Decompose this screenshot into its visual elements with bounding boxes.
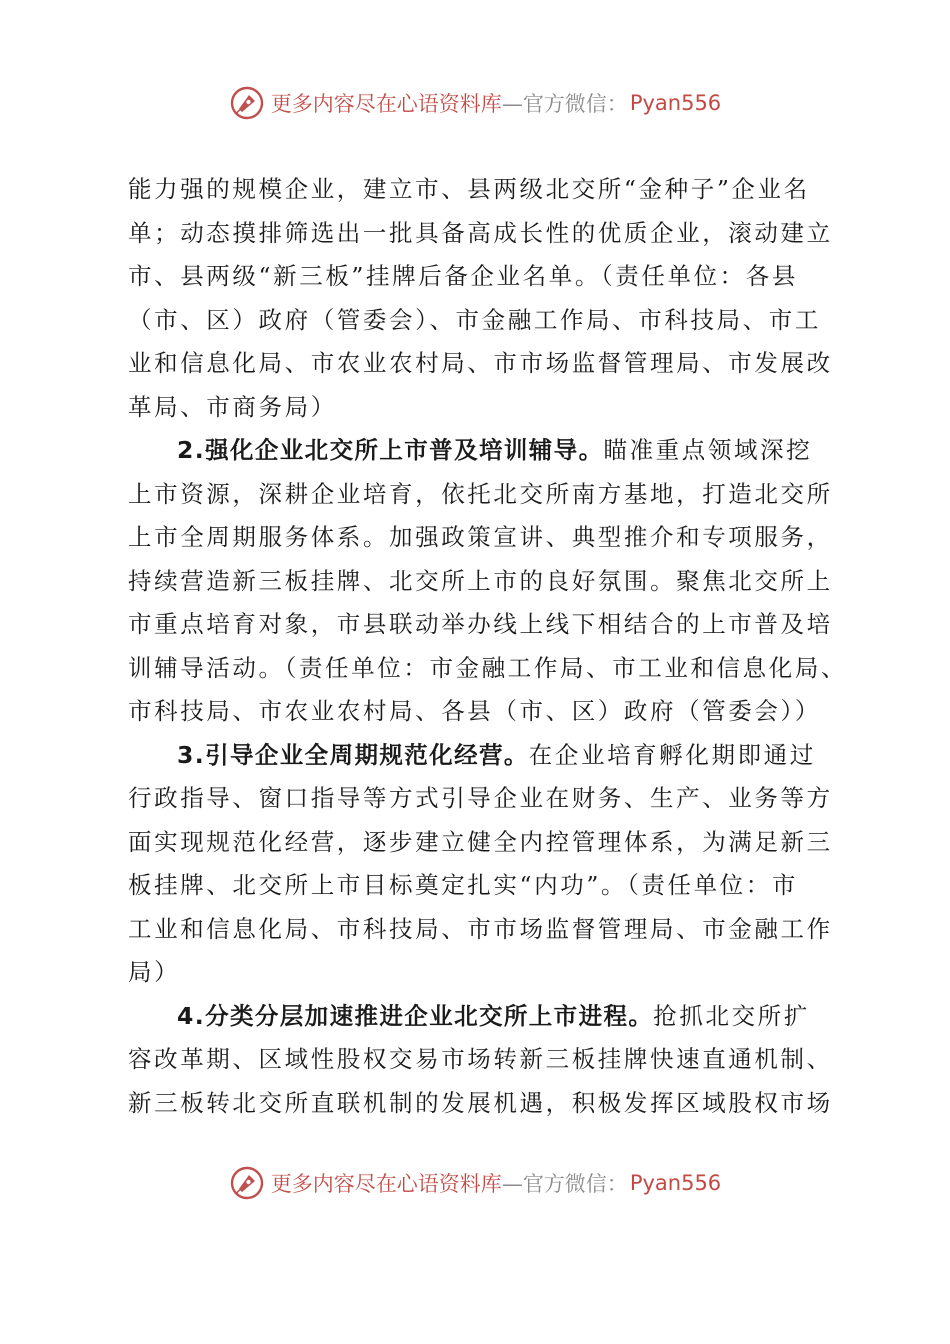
text-line-first [128,429,838,473]
document-body [128,168,848,1125]
text-line: 上市全周期服务体系。加强政策宣讲、典型推介和专项服务， [128,523,833,551]
text-line: （市、区）政府（管委会）、市金融工作局、市科技局、市工 [128,305,821,334]
paragraph-item-4 [128,995,838,1126]
text-line: 面实现规范化经营，逐步建立健全内控管理体系，为满足新三 [128,827,833,856]
item-text: 在企业培育孵化期即通过 [528,740,816,769]
paragraph-continued [128,168,838,429]
footer-watermark [0,1161,950,1205]
text-line: 市科技局、市农业农村局、各县（市、区）政府（管委会）） [128,697,821,725]
text-line: 革局、市商务局） [128,392,337,421]
watermark-wechat-id: Pyan556 [629,1171,722,1195]
header-watermark [0,81,950,125]
text-line: 单；动态摸排筛选出一批具备高成长性的优质企业，滚动建立 [128,218,833,247]
text-line: 能力强的规模企业，建立市、县两级北交所“金种子”企业名 [128,175,810,203]
text-line: 上市资源，深耕企业培育，依托北交所南方基地，打造北交所 [128,479,833,508]
text-line-first [128,734,838,778]
item-text: 抢抓北交所扩 [653,1001,810,1030]
text-line: 训辅导活动。（责任单位：市金融工作局、市工业和信息化局、 [128,653,848,682]
paragraph-item-3 [128,734,838,995]
watermark-sub-text: —官方微信： [501,1172,628,1196]
paragraph-item-2 [128,429,848,734]
text-line: 新三板转北交所直联机制的发展机遇，积极发挥区域股权市场 [128,1088,833,1117]
watermark-main-text: 更多内容尽在心语资料库 [270,1172,502,1196]
item-heading: 4.分类分层加速推进企业北交所上市进程。 [177,1001,654,1030]
text-line-first [128,995,838,1039]
text-line: 行政指导、窗口指导等方式引导企业在财务、生产、业务等方 [128,784,833,812]
text-line: 容改革期、区域性股权交易市场转新三板挂牌快速直通机制、 [128,1045,833,1073]
text-line: 业和信息化局、市农业农村局、市市场监督管理局、市发展改 [128,349,833,377]
pen-nib-logo-icon [229,1165,265,1201]
item-heading: 2.强化企业北交所上市普及培训辅导。 [177,436,604,464]
watermark-wechat-id: Pyan556 [629,91,722,115]
text-line: 持续营造新三板挂牌、北交所上市的良好氛围。聚焦北交所上 [128,566,833,595]
item-heading: 3.引导企业全周期规范化经营。 [177,740,529,769]
text-line: 板挂牌、北交所上市目标奠定扎实“内功”。（责任单位：市 [128,871,798,899]
text-line: 市、县两级“新三板”挂牌后备企业名单。（责任单位：各县 [128,262,798,290]
text-line: 局） [128,958,181,986]
watermark-main-text: 更多内容尽在心语资料库 [270,92,502,116]
text-line: 工业和信息化局、市科技局、市市场监督管理局、市金融工作 [128,914,833,943]
watermark-sub-text: —官方微信： [501,92,628,116]
pen-nib-logo-icon [229,85,265,121]
text-line: 市重点培育对象，市县联动举办线上线下相结合的上市普及培 [128,610,833,638]
item-text: 瞄准重点领域深挖 [603,436,813,464]
